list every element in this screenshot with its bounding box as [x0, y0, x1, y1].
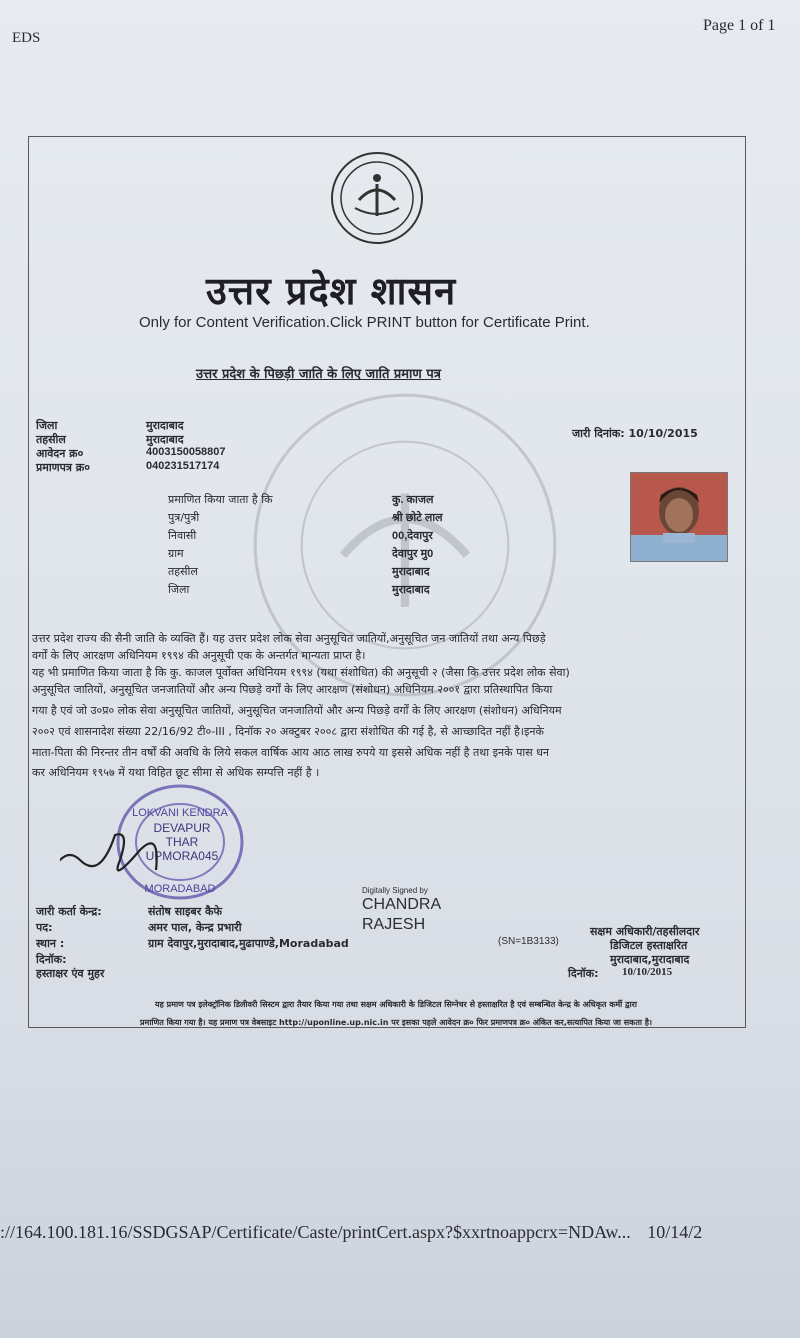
certificate-number-label: प्रमाणपत्र क्र० [36, 461, 90, 474]
date-label-left: दिनॉक: [36, 953, 67, 966]
body-line: यह भी प्रमाणित किया जाता है कि कु. काजल पूर्वोक्त अधिनियम १९९४ (यथा संशोधित) की अनुसूची २ (जैसा कि उत्तर प्रदेश लोक सेवा) [32, 666, 570, 679]
print-url: ://164.100.181.16/SSDGSAP/Certificate/Caste/printCert.aspx?$xxrtnoappcrx=NDAw... [0, 1222, 631, 1242]
body-line: अनुसूचित जातियों, अनुसूचित जनजातियों और अन्य पिछड़े वर्गों के लिए आरक्षण (संशोधन) अधिनियम २००१ द्वारा प्रतिस्थापित किया [32, 683, 553, 696]
detail-label: तहसील [168, 565, 198, 578]
detail-value: मुरादाबाद [392, 566, 430, 578]
up-emblem-icon [329, 150, 425, 246]
date-label-right: दिनॉक: [568, 967, 599, 980]
digital-sign-name-1: CHANDRA [362, 896, 442, 913]
district-label: जिला [36, 419, 58, 432]
print-date: 10/14/2 [647, 1222, 703, 1242]
body-line: वर्गों के लिए आरक्षण अधिनियम १९९४ की अनुसूची एक के अन्तर्गत मान्यता प्राप्त है। [32, 649, 366, 662]
stamp-ring-bottom: MORADABAD [144, 883, 216, 895]
print-url-line [0, 1222, 702, 1243]
detail-label: प्रमाणित किया जाता है कि [168, 493, 273, 506]
stamp-line-2: THAR [165, 835, 199, 849]
digitally-signed-hindi: डिजिटल हस्ताक्षरित [610, 939, 688, 952]
application-label: आवेदन क्र० [36, 447, 84, 460]
detail-value: कु. काजल [392, 494, 434, 506]
footer-note [36, 996, 756, 1032]
detail-value: मुरादाबाद [392, 584, 430, 596]
issue-date: जारी दिनांक: 10/10/2015 [572, 427, 698, 440]
verification-note: Only for Content Verification.Click PRINT button for Certificate Print. [139, 314, 590, 331]
district-value: मुरादाबाद [146, 420, 184, 432]
body-line: गया है एवं जो उ०प्र० लोक सेवा अनुसूचित जातियों, अनुसूचित जनजातियों और अन्य पिछड़े वर्गों के लिए आरक्षण (संशोधन) अधिनियम [32, 704, 562, 717]
body-line: माता-पिता की निरन्तर तीन वर्षों की अवधि के लिये सकल वार्षिक आय आठ लाख रुपये या इससे अधिक नहीं है तथा इनके पास धन [32, 746, 550, 759]
tehsil-value: मुरादाबाद [146, 434, 184, 446]
detail-value: 00,देवापुर [392, 530, 433, 542]
place-value: ग्राम देवापुर,मुरादाबाद,मुढापाण्डे,Moradabad [148, 937, 349, 950]
lokvani-stamp-icon [60, 780, 260, 920]
signature-seal-label: हस्ताक्षर एंव मुहर [36, 967, 105, 980]
date-value-right: 10/10/2015 [622, 966, 673, 978]
detail-value: श्री छोटे लाल [392, 512, 443, 524]
certificate-number: 040231517174 [146, 460, 220, 472]
place-label: स्थान : [36, 937, 65, 950]
detail-value: देवापुर मु0 [392, 548, 434, 560]
footer-note-line-1: यह प्रमाण पत्र इलेक्ट्रॉनिक डिलीवरी सिस्टम द्वारा तैयार किया गया तथा सक्षम अधिकारी के डिजिटल सिग्नेचर से हस्ताक्षरित है एवं सम्बन्धित केन्द्र के अधिकृत कर्मी द्वारा [154, 1000, 638, 1009]
digital-sign-name-2: RAJESH [362, 916, 426, 933]
application-number: 4003150058807 [146, 446, 226, 458]
header-page-number: Page 1 of 1 [703, 17, 776, 34]
authority-place: मुरादाबाद,मुरादाबाद [610, 953, 690, 966]
tehsil-label: तहसील [36, 433, 66, 446]
header-eds: EDS [12, 30, 41, 46]
post-label: पद: [36, 921, 53, 934]
government-title: उत्तर प्रदेश शासन [206, 269, 457, 313]
detail-label: जिला [168, 583, 190, 596]
certificate-title: उत्तर प्रदेश के पिछड़ी जाति के लिए जाति प्रमाण पत्र [196, 367, 441, 382]
stamp-line-1: DEVAPUR [153, 821, 211, 835]
footer-note-line-2: प्रमाणित किया गया है। यह प्रमाण पत्र वेबसाइट http://uponline.up.nic.in पर इसका पहले आवेदन क्र० फिर प्रमाणपत्र क्र० अंकित कर,सत्यापित किया जा सकता है। [139, 1018, 653, 1027]
detail-label: पुत्र/पुत्री [168, 511, 200, 524]
digital-sign-caption: Digitally Signed by [362, 886, 428, 895]
stamp-line-3: UPMORA045 [145, 849, 219, 863]
applicant-photo [630, 472, 728, 562]
body-line: कर अधिनियम १९५७ में यथा विहित छूट सीमा से अधिक सम्पत्ति नहीं है । [32, 766, 320, 779]
detail-label: निवासी [168, 529, 197, 542]
issuing-center-label: जारी कर्ता केन्द्र: [36, 905, 102, 918]
post-value: अमर पाल, केन्द्र प्रभारी [148, 921, 242, 934]
authority-title: सक्षम अधिकारी/तहसीलदार [590, 925, 700, 938]
stamp-ring-top: LOKVANI KENDRA [132, 807, 228, 819]
body-line: २००२ एवं शासनादेश संख्या 22/16/92 टी०-III , दिनॉक २० अक्टुबर २००८ द्वारा संशोधित की गई है, से आच्छादित नहीं है।इनके [32, 725, 544, 738]
digital-sign-serial: (SN=1B3133) [498, 936, 559, 947]
detail-label: ग्राम [168, 547, 184, 560]
body-line: उत्तर प्रदेश राज्य की सैनी जाति के व्यक्ति हैं। यह उत्तर प्रदेश लोक सेवा अनुसूचित जातियों,अनुसूचित जन जातियों तथा अन्य पिछड़े [32, 632, 546, 645]
issuing-center-value: संतोष साइबर कैफे [148, 905, 222, 918]
